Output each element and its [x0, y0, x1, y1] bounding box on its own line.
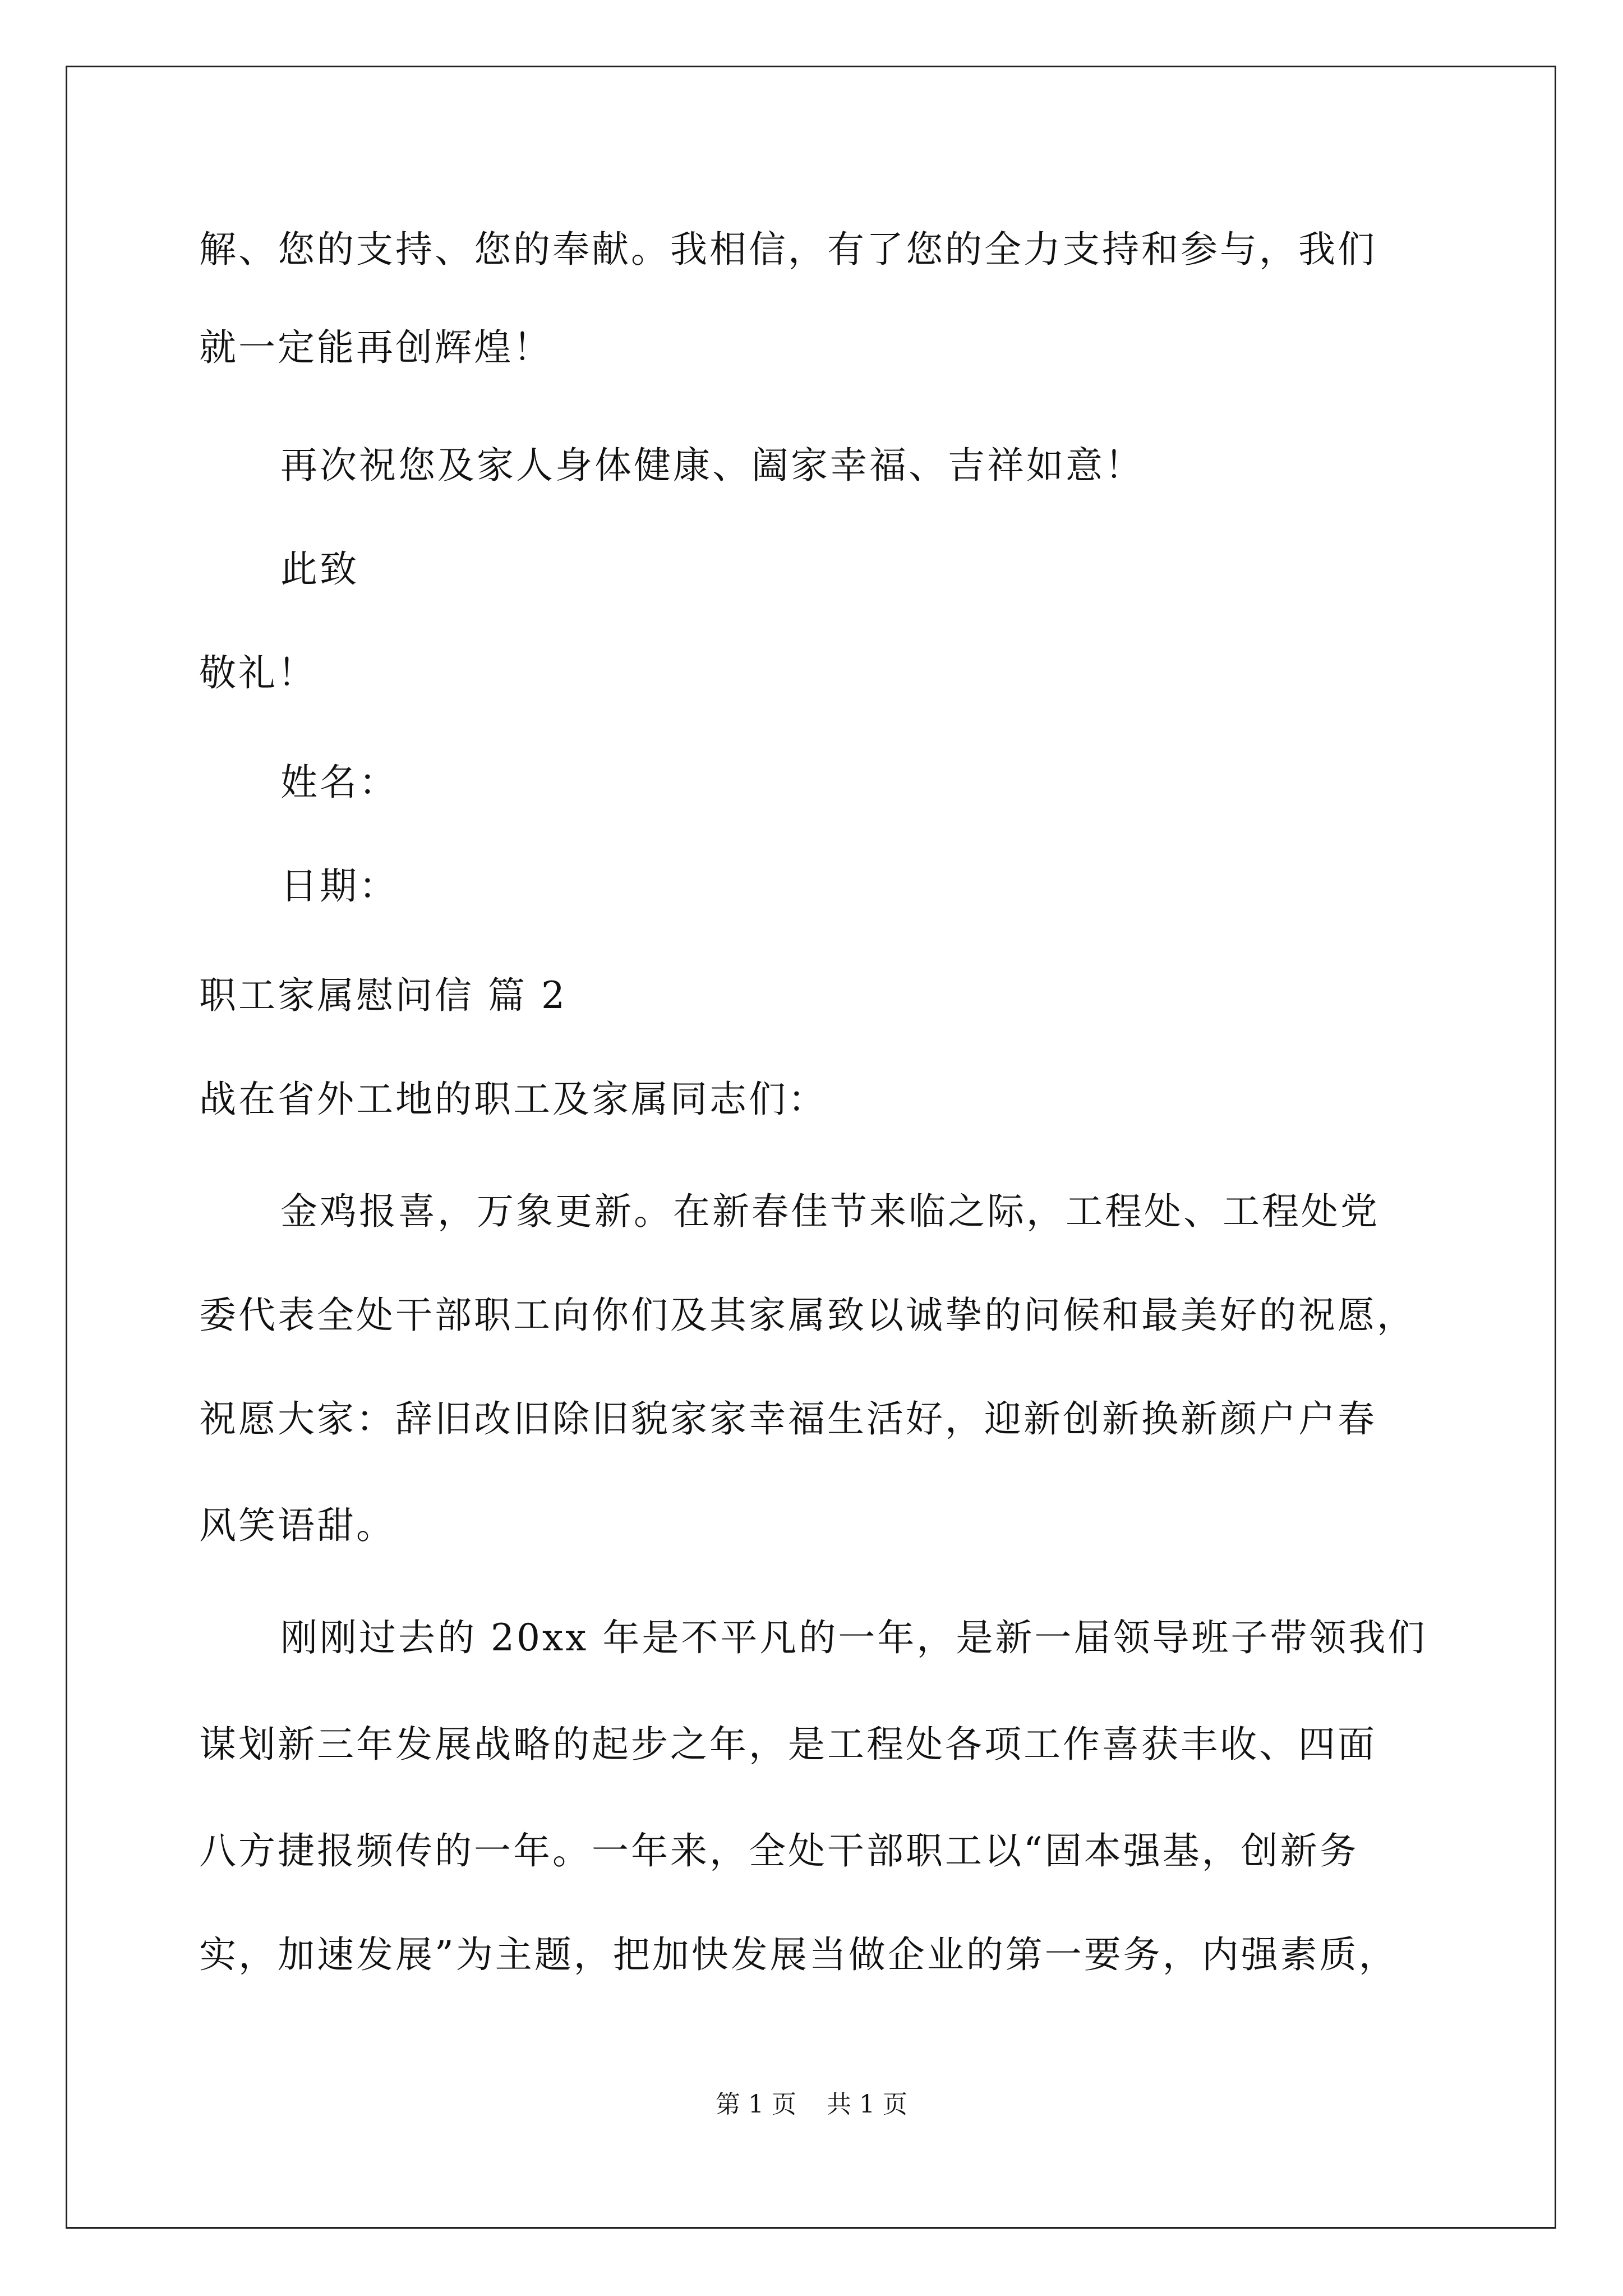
date-field-label: 日期： — [280, 864, 398, 908]
page-frame — [66, 66, 1556, 2229]
paragraph-line: 就一定能再创辉煌！ — [199, 326, 552, 369]
page-total: 共 1 页 — [827, 2090, 907, 2119]
paragraph-line: 刚刚过去的 20xx 年是不平凡的一年，是新一届领导班子带领我们 — [280, 1616, 1427, 1659]
paragraph-line: 八方捷报频传的一年。一年来，全处干部职工以“固本强基，创新务 — [199, 1829, 1359, 1872]
section-heading: 职工家属慰问信 篇 2 — [199, 974, 567, 1017]
page-footer — [0, 2089, 1623, 2120]
paragraph-line: 祝愿大家：辞旧改旧除旧貌家家幸福生活好，迎新创新换新颜户户春 — [199, 1397, 1377, 1441]
paragraph-line: 实，加速发展”为主题，把加快发展当做企业的第一要务，内强素质， — [199, 1933, 1398, 1976]
paragraph-line: 谋划新三年发展战略的起步之年，是工程处各项工作喜获丰收、四面 — [199, 1723, 1377, 1766]
salutation-line: 此致 — [280, 547, 359, 591]
paragraph-line: 委代表全处干部职工向你们及其家属致以诚挚的问候和最美好的祝愿， — [199, 1294, 1416, 1337]
letter-greeting: 战在省外工地的职工及家属同志们： — [199, 1078, 827, 1121]
paragraph-line: 风笑语甜。 — [199, 1504, 395, 1547]
paragraph-line: 金鸡报喜，万象更新。在新春佳节来临之际，工程处、工程处党 — [280, 1190, 1380, 1233]
name-field-label: 姓名： — [280, 761, 398, 804]
paragraph-line: 解、您的支持、您的奉献。我相信，有了您的全力支持和参与，我们 — [199, 228, 1377, 271]
page-number: 第 1 页 — [716, 2090, 796, 2119]
paragraph-line: 再次祝您及家人身体健康、阖家幸福、吉祥如意！ — [280, 444, 1144, 487]
salutation-line: 敬礼！ — [199, 651, 317, 694]
